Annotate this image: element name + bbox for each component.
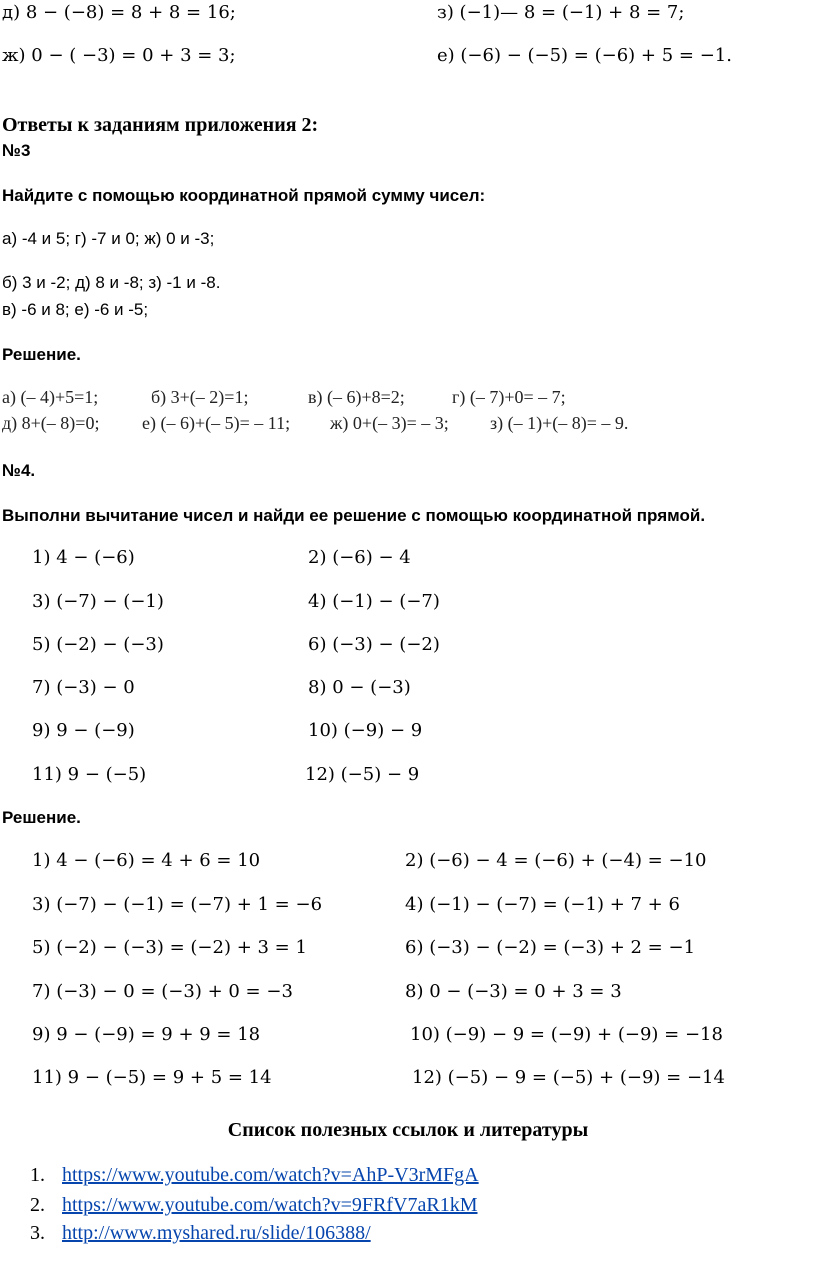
task3-number: №3 [2, 141, 31, 160]
task4-solution-label: Решение. [2, 808, 81, 827]
exercise-9: 9) 9 − (−9) [32, 720, 135, 741]
solution-10: 10) (−9) − 9 = (−9) + (−9) = −18 [410, 1024, 723, 1045]
references-title: Список полезных ссылок и литературы [227, 1119, 589, 1141]
task3-prompt: Найдите с помощью координатной прямой сумму чисел: [2, 186, 486, 205]
exercise-5: 5) (−2) − (−3) [32, 634, 164, 655]
task3-solution-b: б) 3+(– 2)=1; [151, 387, 249, 407]
answer-e: е) (−6) − (−5) = (−6) + 5 = −1. [437, 45, 732, 66]
task3-solution-zh: ж) 0+(– 3)= – 3; [330, 413, 449, 433]
reference-number-1: 1. [30, 1164, 45, 1186]
solution-3: 3) (−7) − (−1) = (−7) + 1 = −6 [32, 894, 323, 915]
solution-1: 1) 4 − (−6) = 4 + 6 = 10 [32, 850, 261, 871]
task3-line3: в) -6 и 8; е) -6 и -5; [2, 300, 149, 319]
exercise-8: 8) 0 − (−3) [308, 677, 411, 698]
solution-7: 7) (−3) − 0 = (−3) + 0 = −3 [32, 981, 293, 1002]
task3-line1: а) -4 и 5; г) -7 и 0; ж) 0 и -3; [2, 229, 215, 248]
exercise-12: 12) (−5) − 9 [305, 764, 420, 785]
exercise-6: 6) (−3) − (−2) [308, 634, 440, 655]
reference-number-2: 2. [30, 1194, 45, 1216]
task3-solution-a: а) (– 4)+5=1; [2, 387, 99, 407]
exercise-10: 10) (−9) − 9 [308, 720, 423, 741]
exercise-4: 4) (−1) − (−7) [308, 591, 440, 612]
solution-5: 5) (−2) − (−3) = (−2) + 3 = 1 [32, 937, 307, 958]
section-title: Ответы к заданиям приложения 2: [2, 114, 319, 136]
solution-12: 12) (−5) − 9 = (−5) + (−9) = −14 [412, 1067, 725, 1088]
task3-solution-label: Решение. [2, 345, 81, 364]
reference-number-3: 3. [30, 1222, 45, 1244]
reference-link-3[interactable]: http://www.myshared.ru/slide/106388/ [62, 1222, 371, 1244]
answer-d: д) 8 − (−8) = 8 + 8 = 16; [2, 2, 236, 23]
solution-2: 2) (−6) − 4 = (−6) + (−4) = −10 [405, 850, 707, 871]
reference-link-1[interactable]: https://www.youtube.com/watch?v=AhP-V3rMFgA [62, 1164, 479, 1186]
exercise-11: 11) 9 − (−5) [32, 764, 147, 785]
task3-solution-d: д) 8+(– 8)=0; [2, 413, 100, 433]
answer-z: з) (−1)— 8 = (−1) + 8 = 7; [437, 2, 685, 23]
exercise-3: 3) (−7) − (−1) [32, 591, 164, 612]
task3-line2: б) 3 и -2; д) 8 и -8; з) -1 и -8. [2, 273, 221, 292]
task4-number: №4. [2, 461, 36, 480]
task3-solution-g: г) (– 7)+0= – 7; [452, 387, 566, 407]
task4-prompt: Выполни вычитание чисел и найди ее решение с помощью координатной прямой. [2, 506, 706, 525]
reference-link-2[interactable]: https://www.youtube.com/watch?v=9FRfV7aR1kM [62, 1194, 478, 1216]
exercise-1: 1) 4 − (−6) [32, 547, 135, 568]
solution-11: 11) 9 − (−5) = 9 + 5 = 14 [32, 1067, 272, 1088]
exercise-7: 7) (−3) − 0 [32, 677, 135, 698]
solution-9: 9) 9 − (−9) = 9 + 9 = 18 [32, 1024, 261, 1045]
task3-solution-v: в) (– 6)+8=2; [308, 387, 405, 407]
exercise-2: 2) (−6) − 4 [308, 547, 411, 568]
solution-4: 4) (−1) − (−7) = (−1) + 7 + 6 [405, 894, 680, 915]
answer-zh: ж) 0 − ( −3) = 0 + 3 = 3; [2, 45, 236, 66]
task3-solution-e: е) (– 6)+(– 5)= – 11; [142, 413, 291, 433]
solution-8: 8) 0 − (−3) = 0 + 3 = 3 [405, 981, 622, 1002]
solution-6: 6) (−3) − (−2) = (−3) + 2 = −1 [405, 937, 696, 958]
task3-solution-z: з) (– 1)+(– 8)= – 9. [490, 413, 629, 433]
